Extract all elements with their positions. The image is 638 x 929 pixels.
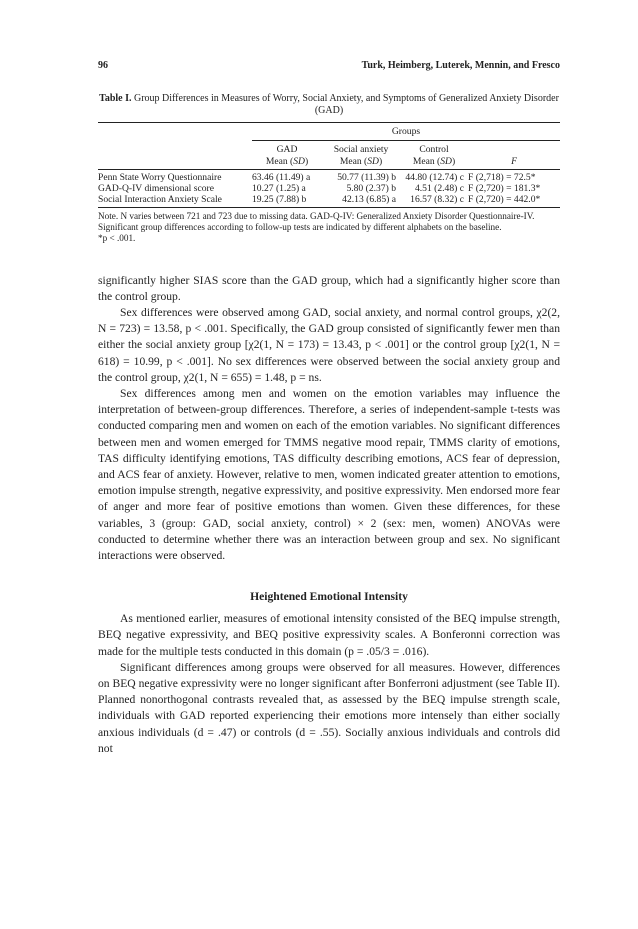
cell-gad: 63.46 (11.49) a xyxy=(252,172,311,183)
table-row xyxy=(98,183,560,194)
cell-f: F (2,718) = 72.5* xyxy=(468,172,536,183)
col-header-control: Control Mean (SD) xyxy=(400,141,468,169)
col-header-f: F xyxy=(511,155,517,167)
running-head-authors: Turk, Heimberg, Luterek, Mennin, and Fresco xyxy=(361,60,560,71)
table-row xyxy=(98,170,560,183)
col-header-social-stat: Mean (SD) xyxy=(339,155,383,167)
table-caption xyxy=(98,93,560,117)
table-caption-text: Group Differences in Measures of Worry, Social Anxiety, and Symptoms of Generalized Anxiety Disorder (GAD) xyxy=(133,93,559,116)
running-head xyxy=(98,60,560,71)
body-text xyxy=(98,273,560,565)
body-text-continued xyxy=(98,611,560,757)
row-measure: Penn State Worry Questionnaire xyxy=(98,172,222,183)
col-header-gad-stat: Mean (SD) xyxy=(265,155,309,167)
paragraph: Significant differences among groups were observed for all measures. However, differences on BEQ negative expressivity were no longer significant after Bonferroni adjustment (see Table II). Planned nonorthogonal contrasts revealed that, as assessed by the BEQ impulse strength scale, individuals with GAD reported experiencing their emotions more intensely than either socially anxious individuals (d = .47) or controls (d = .55). Socially anxious individuals and controls did not xyxy=(98,660,560,755)
col-header-social: Social anxiety Mean (SD) xyxy=(322,141,400,169)
table-note-text: Note. N varies between 721 and 723 due to missing data. GAD-Q-IV: Generalized Anxiety Disorder Questionnaire-IV. Significant group differences according to follow-up tests are indicated by different alphabets on the baseline. xyxy=(98,211,535,233)
cell-control: 16.57 (8.32) c xyxy=(410,194,464,205)
table-bottom-rule xyxy=(98,207,560,208)
cell-social: 50.77 (11.39) b xyxy=(337,172,396,183)
cell-gad: 10.27 (1.25) a xyxy=(252,183,306,194)
cell-social: 5.80 (2.37) b xyxy=(346,183,396,194)
paragraph: Sex differences among men and women on the emotion variables may influence the interpretation of between-group differences. Therefore, a series of independent-sample t-tests was conducted comparing men and women on each of the emotion variables. No significant differences between men and women emerged for TMMS negative mood repair, TMMS clarity of emotions, TAS difficulty identifying emotions, TAS difficulty describing emotions, ACS fear of depression, and ACS fear of anxiety. However, relative to men, women indicated greater attention to emotions, emotion impulse strength, negative expressivity, and positive expressivity. Men endorsed more fear of anger and more fear of positive emotions than women. Given these differences, for these variables, 3 (group: GAD, social anxiety, control) × 2 (sex: men, women) ANOVAs were conducted to determine whether there was an interaction between group and sex. No significant interactions were observed. xyxy=(98,387,560,563)
table-note xyxy=(98,211,560,245)
table-row xyxy=(98,194,560,207)
cell-control: 44.80 (12.74) c xyxy=(405,172,464,183)
paragraph: significantly higher SIAS score than the GAD group, which had a significantly higher score than the control group. xyxy=(98,273,560,303)
table-label: Table I. xyxy=(99,93,132,104)
paragraph: As mentioned earlier, measures of emotional intensity consisted of the BEQ impulse strength, BEQ negative expressivity, and BEQ positive expressivity scales. A Bonferonni correction was made for the multiple tests conducted in this domain (p = .05/3 = .016). xyxy=(98,612,560,658)
groups-header: Groups xyxy=(391,126,421,137)
cell-f: F (2,720) = 181.3* xyxy=(468,183,541,194)
cell-f: F (2,720) = 442.0* xyxy=(468,194,541,205)
row-measure: Social Interaction Anxiety Scale xyxy=(98,194,222,205)
col-header-control-stat: Mean (SD) xyxy=(412,155,456,167)
cell-gad: 19.25 (7.88) b xyxy=(252,194,307,205)
table-footnote: *p < .001. xyxy=(98,233,136,244)
results-table xyxy=(98,123,560,207)
page xyxy=(98,60,560,757)
column-headers xyxy=(98,141,560,169)
col-header-gad: GAD Mean (SD) xyxy=(252,141,322,169)
cell-social: 42.13 (6.85) a xyxy=(342,194,396,205)
paragraph: Sex differences were observed among GAD, social anxiety, and normal control groups, χ2(2, N = 723) = 13.58, p < .001. Specifically, the GAD group consisted of significantly fewer men than either the social anxiety group [χ2(1, N = 173) = 13.43, p < .001] or the control group [χ2(1, N = 618) = 10.99, p < .001]. No sex differences were observed between the social anxiety group and the control group, χ2(1, N = 655) = 1.48, p = ns. xyxy=(98,306,560,384)
row-measure: GAD-Q-IV dimensional score xyxy=(98,183,214,194)
page-number: 96 xyxy=(98,60,108,71)
section-heading: Heightened Emotional Intensity xyxy=(250,590,408,604)
cell-control: 4.51 (2.48) c xyxy=(414,183,464,194)
